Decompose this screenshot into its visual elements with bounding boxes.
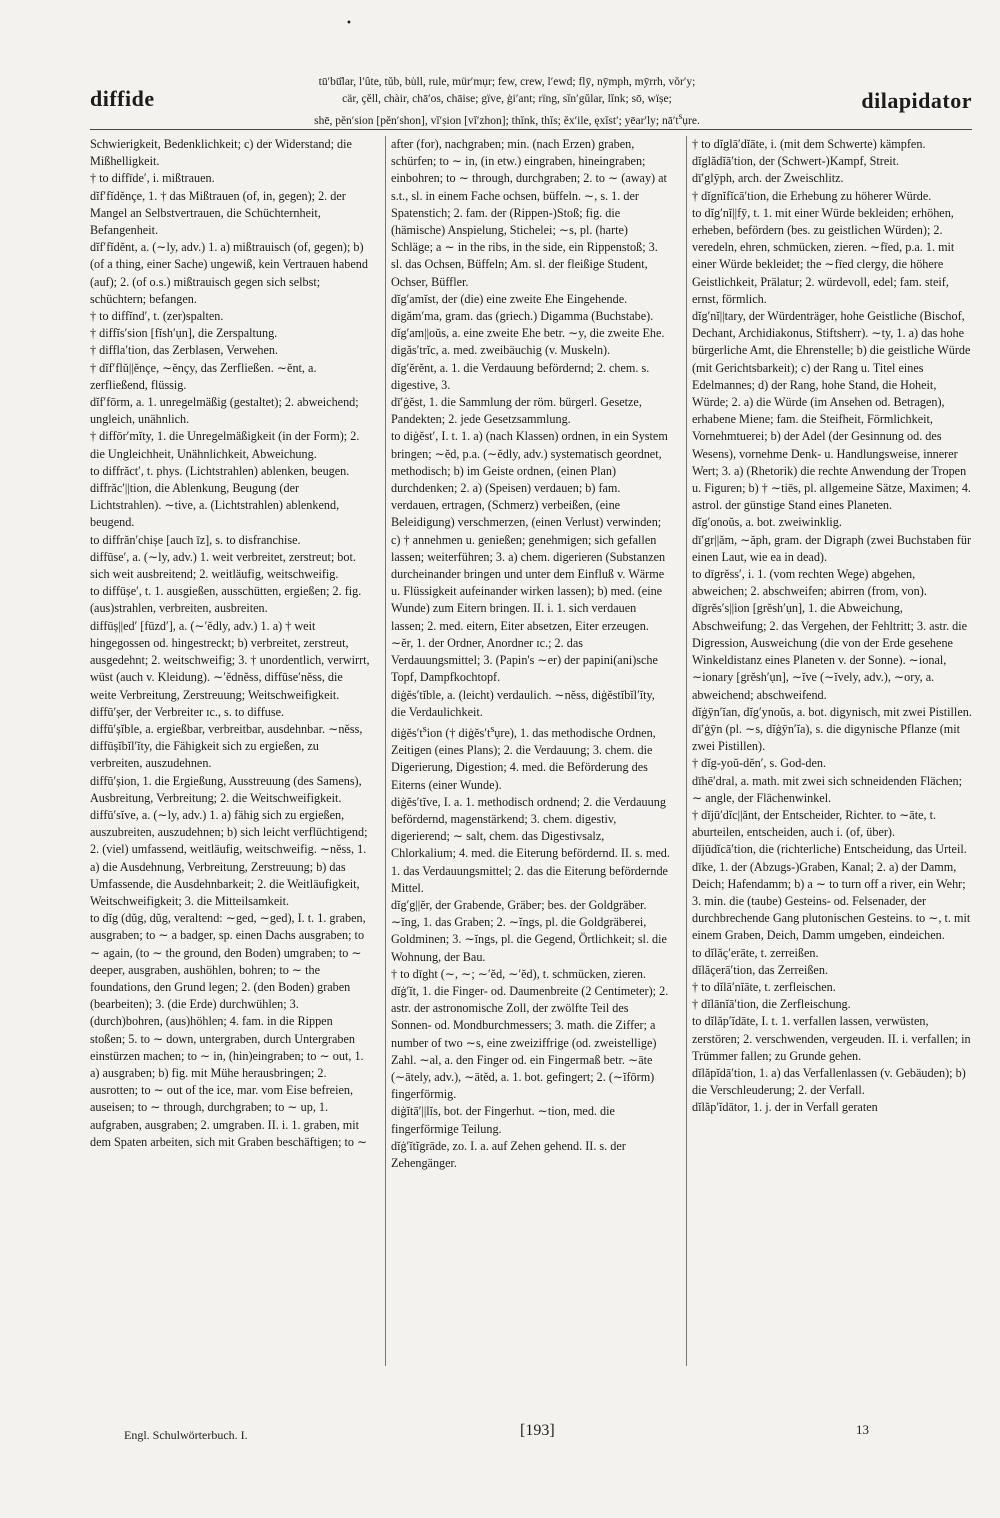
dictionary-entry: dĭġ′ĭtĭgrāde, zo. I. a. auf Zehen gehend. II. s. der Zehengänger. [391, 1138, 626, 1171]
dictionary-entry: dĭf′fĭdĕnçe, 1. † das Mißtrauen (of, in, gegen); 2. der Mangel an Selbstvertrauen, die Schüchternheit, Befangenheit. [90, 188, 346, 238]
dictionary-entry: dĭg′g||ĕr, der Grabende, Gräber; bes. der Goldgräber. ∼ĭng, 1. das Graben; 2. ∼ĭngs, pl. die Goldgräberei, Goldminen; 3. ∼ĭngs, pl. die Gegend, Örtlichkeit; sl. die Wohnung, der Bau. [391, 898, 667, 964]
pronunciation-line: cär, çĕll, chàir, chā′os, chāise; gïve, ġi′ant; rïng, sĭn′gŭlar, lĭnk; sō, wïșe; [342, 93, 672, 105]
top-mark: • [346, 18, 352, 29]
pronunciation-line: tū′bū̆lar, l′ûte, tŭb, bu̇ll, rule, mür′mụr; few, crew, l′ewd; flȳ, nȳmph, mȳrrh, vŏr′y; [318, 76, 696, 88]
dictionary-entry: after (for), nachgraben; min. (nach Erzen) graben, schürfen; to ∼ in, (in etw.) eingraben, hineingraben; einbohren; to ∼ through, durchgraben; 2. to ∼ (away) at s.t., sl. in einem Fache ochsen, büffeln. ∼, s. 1. der Spatenstich; 2. fam. der (Rippen-)Stoß; fig. die (hämische) Anspielung, Stichelei; ∼s, pl. (harte) Schläge; a ∼ in the ribs, in the side, ein Rippenstoß; 3. sl. das Ochsen, Büffeln; Am. sl. der fleißige Student, Ochser, Büffler. [391, 137, 667, 289]
dictionary-entry: diġĭtā′||lĭs, bot. der Fingerhut. ∼tion, med. die fingerförmige Teilung. [391, 1104, 615, 1136]
dictionary-entry: dī′gr||ăm, ∼ăph, gram. der Digraph (zwei Buchstaben für einen Laut, wie ea in dead). [692, 532, 972, 564]
column-3 [692, 136, 972, 1376]
dictionary-entry: digăm′ma, gram. das (griech.) Digamma (Buchstabe). [391, 309, 654, 324]
dictionary-entry: $diġĕs't^sion$ († $diġĕs't^sụre$), 1. das methodische Ordnen, Zeitigen (eines Plans); 2. die Verdauung; 3. chem. die Digerierung, Digestion; 4. med. die Beförderung des Eiterns (einer Wunde). [391, 723, 656, 792]
page-header [0, 0, 1000, 125]
dictionary-entry: dīhē′dral, a. math. mit zwei sich schneidenden Flächen; ∼ angle, der Flächenwinkel. [692, 773, 963, 805]
dictionary-entry: † diffōr′mĭty, 1. die Unregelmäßigkeit (in der Form); 2. die Ungleichheit, Unähnlichkeit, Abweichung. [90, 429, 360, 461]
dictionary-entry: to diffrăct′, t. phys. (Lichtstrahlen) ablenken, beugen. [90, 463, 350, 478]
dictionary-entry: dĭġ′ĭt, 1. die Finger- od. Daumenbreite (2 Centimeter); 2. astr. der astronomische Zoll, der zwölfte Teil des Sonnen- od. Mondburchmessers; 3. math. die Ziffer; a number of two ∼s, eine zweiziffrige (od. zweistellige) Zahl. ∼al, a. den Finger od. ein Fingermaß betr. ∼āte (∼ātely, adv.), ∼ātĕd, a. 1. bot. gefingert; 2. (∼ĭfōrm) fingerförmig. [391, 984, 669, 1102]
dictionary-entry: to diffūșe′, t. 1. ausgießen, ausschütten, ergießen; 2. fig. (aus)strahlen, verbreiten, ausbreiten. [90, 584, 362, 616]
dictionary-entry: dĭlăpĭdā′tion, 1. a) das Verfallenlassen (v. Gebäuden); b) die Verschleuderung; 2. der Verfall. [692, 1065, 966, 1098]
dictionary-entry: to dĭlăç′erāte, t. zerreißen. [692, 945, 819, 960]
footer-source: Engl. Schulwörterbuch. I. [124, 1428, 248, 1442]
dictionary-entry: dĭlăp′ĭdātor, 1. j. der in Verfall geraten [692, 1100, 878, 1115]
dictionary-entry: diġĕs′tĭble, a. (leicht) verdaulich. ∼nĕss, diġĕstĭbĭl′ĭty, die Verdaulichkeit. [391, 687, 655, 719]
dictionary-entry: dīke, 1. der (Abzugs-)Graben, Kanal; 2. a) der Damm, Deich; Hafendamm; b) a ∼ to turn off a river, ein Wehr; 3. min. die (taube) Gesteins- od. Felsenader, der durchbrechende Gang plutonischen Gesteins. to ∼, t. mit einem Graben, Deich, Damm umgeben, eindeichen. [692, 859, 971, 943]
dictionary-entry: dĭg′amĭst, der (die) eine zweite Ehe Eingehende. [391, 291, 628, 306]
dictionary-entry: † dĭlānĭā′tion, die Zerfleischung. [692, 997, 851, 1012]
dictionary-columns [90, 136, 972, 1376]
dictionary-entry: † dĭf′flŭ||ĕnçe, ∼ĕnçy, das Zerfließen. ∼ĕnt, a. zerfließend, flüssig. [90, 360, 317, 392]
dictionary-entry: dĭf′fōrm, a. 1. unregelmäßig (gestaltet); 2. abweichend; ungleich, unähnlich. [90, 395, 359, 427]
dictionary-entry: dĭg′am||oŭs, a. eine zweite Ehe betr. ∼y, die zweite Ehe. [391, 326, 665, 341]
dictionary-entry: Schwierigkeit, Bedenklichkeit; c) der Widerstand; die Mißhelligkeit. [90, 137, 352, 169]
dictionary-entry: diffrăc′||tion, die Ablenkung, Beugung (der Lichtstrahlen). ∼tive, a. (Lichtstrahlen) ablenkend, beugend. [90, 481, 340, 530]
dictionary-entry: to diġĕst′, I. t. 1. a) (nach Klassen) ordnen, in ein System bringen; ∼ĕd, p.a. (∼ĕdly, adv.) systematisch geordnet, methodisch; b) im Geiste ordnen, (einen Plan) durchdenken; 2. a) (Speisen) verdauen; b) fam. verdauen, ertragen, (Schmerz) verbeißen, (eine Beleidigung) verschmerzen, (einen Verlust) verwinden; c) † annehmen u. genießen; genehmigen; sich gefallen lassen; weiterführen; 3. a) chem. digerieren (Substanzen durcheinander bringen und unter dem Einfluß v. Wärme u. Flüssigkeit aufeinander wirken lassen); b) med. (eine Wunde) zum Eitern bringen. II. i. 1. sich verdauen lassen; 2. med. eitern, Eiter absetzen, Eiter erzeugen. ∼ĕr, 1. der Ordner, Anordner ɪc.; 2. das Verdauungsmittel; 3. (Papin's ∼er) der papini(ani)sche Topf, Dampfkochtopf. [391, 429, 668, 685]
dictionary-entry: dī′glȳph, arch. der Zweischlitz. [692, 171, 844, 186]
dictionary-entry: dī′ġĕst, 1. die Sammlung der röm. bürgerl. Gesetze, Pandekten; 2. jede Gesetzsammlung. [391, 395, 642, 427]
dictionary-entry: † to dīght (∼, ∼; ∼′ĕd, ∼′ĕd), t. schmücken, zieren. [391, 966, 646, 981]
dictionary-entry: dĭg′onoŭs, a. bot. zweiwinklig. [692, 515, 842, 530]
dictionary-entry: † to diffĭnd′, t. (zer)spalten. [90, 309, 224, 324]
dictionary-entry: diffū′sĭve, a. (∼ly, adv.) 1. a) fähig sich zu ergießen, auszubreiten, auszudehnen; b) sich leicht verflüchtigend; 2. (viel) umfassend, weitläufig, weitschweifig. ∼nĕss, 1. a) die Ausdehnung, Verbreitung, Zerstreuung; b) das Umfassende, die Ausdehnbarkeit; 2. die Weitläufigkeit, Weitschweifigkeit; 3. die Mitteilsamkeit. [90, 807, 368, 908]
dictionary-entry: dĭg′ĕrĕnt, a. 1. die Verdauung befördernd; 2. chem. s. digestive, 3. [391, 360, 650, 392]
dictionary-entry: † dĭg-yoŭ-dĕn′, s. God-den. [692, 756, 826, 771]
dictionary-entry: diffūș||ed′ [fūzd′], a. (∼′ĕdly, adv.) 1. a) † weit hingegossen od. hingestreckt; b) verbreitet, zerstreut, ausgedehnt; 2. weitschweifig; 3. † unordentlich, verwirrt, wüst (auch v. Kleidung). ∼′ĕdnĕss, diffūse′nĕss, die weite Verbreitung, Zerstreuung; Weitschweifigkeit. [90, 618, 370, 702]
dictionary-entry: to diffrăn′chișe [auch īz], s. to disfranchise. [90, 532, 301, 547]
guide-word-right: dilapidator [861, 88, 972, 113]
column-2 [391, 136, 671, 1376]
dictionary-entry: † to dĭglā′dĭāte, i. (mit dem Schwerte) kämpfen. [692, 137, 926, 151]
dictionary-entry: diffū′șion, 1. die Ergießung, Ausstreuung (des Samens), Ausbreitung, Verbreitung; 2. die Weitschweifigkeit. [90, 773, 362, 805]
pronunciation-key [222, 74, 792, 130]
dictionary-entry: to dĭg (dŭg, dŭg, veraltend: ∼ged, ∼ged), I. t. 1. graben, ausgraben; to ∼ a badger, sp. einen Dachs ausgraben; to ∼ again, (to ∼ the ground, den Boden) umgraben; to ∼ deeper, ausgraben, aushöhlen, bohren; to ∼ the foundations, den Grund legen; 2. (den Boden) graben (bearbeiten); 3. (die Erde) durchwühlen; 3. (durch)bohren, (aus)höhlen; 4. fam. in die Rippen stoßen; 5. to ∼ down, untergraben, durch Untergraben einstürzen machen; to ∼ in, (hin)eingraben; to ∼ out, 1. a) ausgraben; b) fig. mit Mühe herausbringen; 2. ausrotten; to ∼ out of the ice, mar. vom Eise befreien, auseisen; to ∼ through, durchgraben; to ∼ up, 1. aufgraben, ausgraben; 2. umgraben. II. i. 1. graben, mit dem Spaten arbeiten, sich mit Graben beschäftigen; to ∼ [90, 911, 368, 1149]
guide-word-left: diffide [90, 86, 155, 111]
signature-number: 13 [856, 1422, 869, 1437]
dictionary-entry: † diffla′tion, das Zerblasen, Verwehen. [90, 343, 279, 358]
dictionary-entry: dĭlăçerā′tion, das Zerreißen. [692, 962, 828, 977]
dictionary-entry: dĭg′nĭ||tary, der Würdenträger, hohe Geistliche (Bischof, Dechant, Archidiakonus, Stiftsherr). ∼ty, 1. a) das hohe bürgerliche Amt, die Ehrenstelle; b) die geistliche Würde (mit Gerichtsbarkeit); c) der Rang u. Titel eines Edelmannes; d) der Rang, hohe Stand, die Hoheit, Würde; 2. a) die Würde (im Ansehen od. Betragen), erhabene Miene; fam. die Steifheit, Förmlichkeit, Vornehmtuerei; b) der Adel (der Gesinnung od. des Wesens), vornehme Denk- u. Handlungsweise, innerer Wert; 3. a) (Rhetorik) die rechte Anwendung der Tropen u. Figuren; b) † ∼tiēs, pl. allgemeine Sätze, Maximen; 4. astrol. der günstige Stand eines Planeten. [692, 309, 971, 513]
dictionary-entry: † to dĭlā′nĭāte, t. zerfleischen. [692, 979, 836, 994]
dictionary-entry: dī′ġȳn (pl. ∼s, dĭġȳn′ĭa), s. die digynische Pflanze (mit zwei Pistillen). [692, 721, 961, 754]
dictionary-entry: † diffĭs′sion [fĭsh′ụn], die Zerspaltung. [90, 326, 278, 341]
dictionary-entry: diffū′șĭble, a. ergießbar, verbreitbar, ausdehnbar. ∼nĕss, diffūșĭbĭl′ĭty, die Fähigkeit sich zu ergießen, zu verbreiten, auszudehnen. [90, 721, 363, 771]
dictionary-entry: diffū′șer, der Verbreiter ɪc., s. to diffuse. [90, 704, 285, 719]
dictionary-entry: dĭġȳn′ĭan, dĭg′ynoŭs, a. bot. digynisch, mit zwei Pistillen. [692, 704, 972, 719]
column-1 [90, 136, 370, 1376]
dictionary-entry: † dĭjū′dĭc||ănt, der Entscheider, Richter. to ∼āte, t. aburteilen, entscheiden, auch i. (of, über). [692, 807, 937, 840]
dictionary-entry: † to diffīde′, i. mißtrauen. [90, 171, 215, 186]
page-number: [193] [520, 1422, 555, 1439]
dictionary-entry: to dĭlăp′ĭdāte, I. t. 1. verfallen lassen, verwüsten, zerstören; 2. verschwenden, vergeuden. II. i. verfallen; in Trümmer fallen; zu Grunde gehen. [692, 1014, 971, 1063]
dictionary-entry: digăs′trĭc, a. med. zweibäuchig (v. Muskeln). [391, 343, 611, 358]
dictionary-entry: dĭjūdĭcā′tion, die (richterliche) Entscheidung, das Urteil. [692, 842, 967, 857]
dictionary-entry: † dĭgnĭfĭcā′tion, die Erhebung zu höherer Würde. [692, 188, 932, 203]
dictionary-entry: to dĭg′nĭ||fȳ, t. 1. mit einer Würde bekleiden; erhöhen, erheben, befördern (bes. zu geistlichen Würden); 2. veredeln, ehren, schmücken, zieren. ∼fīed, p.a. 1. mit einer Würde bekleidet; the ∼fīed clergy, die höhere Geistlichkeit, Prälatur; 2. würdevoll, edel; fam. steif, ernst, förmlich. [692, 205, 955, 306]
dictionary-entry: dĭglădĭā′tion, der (Schwert-)Kampf, Streit. [692, 154, 900, 169]
dictionary-entry: dīgrĕs′s||ion [grĕsh′ụn], 1. die Abweichung, Abschweifung; 2. das Vergehen, der Fehltritt; 3. astr. die Digression, Ausweichung (die von der Erde gesehene Winkeldistanz eines Planeten v. der Sonne). ∼ional, ∼ionary [grĕsh′ụn], ∼ĭve (∼ĭvely, adv.), ∼ory, a. abweichend; abschweifend. [692, 601, 968, 702]
dictionary-entry: diffūse′, a. (∼ly, adv.) 1. weit verbreitet, zerstreut; bot. sich weit ausbreitend; 2. weitläufig, weitschweifig. [90, 549, 356, 582]
pronunciation-line: shē, pĕn′sion [pĕn′shon], vĭ′ṣion [vĭ′zhon]; thĭnk, thĭs; ĕx′ile, ęxĭst′; yēar′ly; $nā't^sụre$. [314, 111, 700, 127]
header-rule [90, 129, 972, 130]
dictionary-entry: dĭf′fĭdĕnt, a. (∼ly, adv.) 1. a) mißtrauisch (of, gegen); b) (of a thing, einer Sache) ungewiß, kein Vertrauen habend (auf); 2. (of o.s.) mißtrauisch gegen sich selbst; schüchtern; befangen. [90, 240, 368, 306]
dictionary-entry: diġĕs′tĭve, I. a. 1. methodisch ordnend; 2. die Verdauung befördernd, magenstärkend; 3. chem. digestiv, digerierend; ∼ salt, chem. das Digestivsalz, Chlorkalium; 4. med. die Eiterung befördernd. II. s. med. 1. das Verdauungsmittel; 2. das die Eiterung befördernde Mittel. [391, 794, 670, 895]
dictionary-entry: to dīgrĕss′, i. 1. (vom rechten Wege) abgehen, abweichen; 2. abschweifen; abirren (from, von). [692, 567, 927, 599]
